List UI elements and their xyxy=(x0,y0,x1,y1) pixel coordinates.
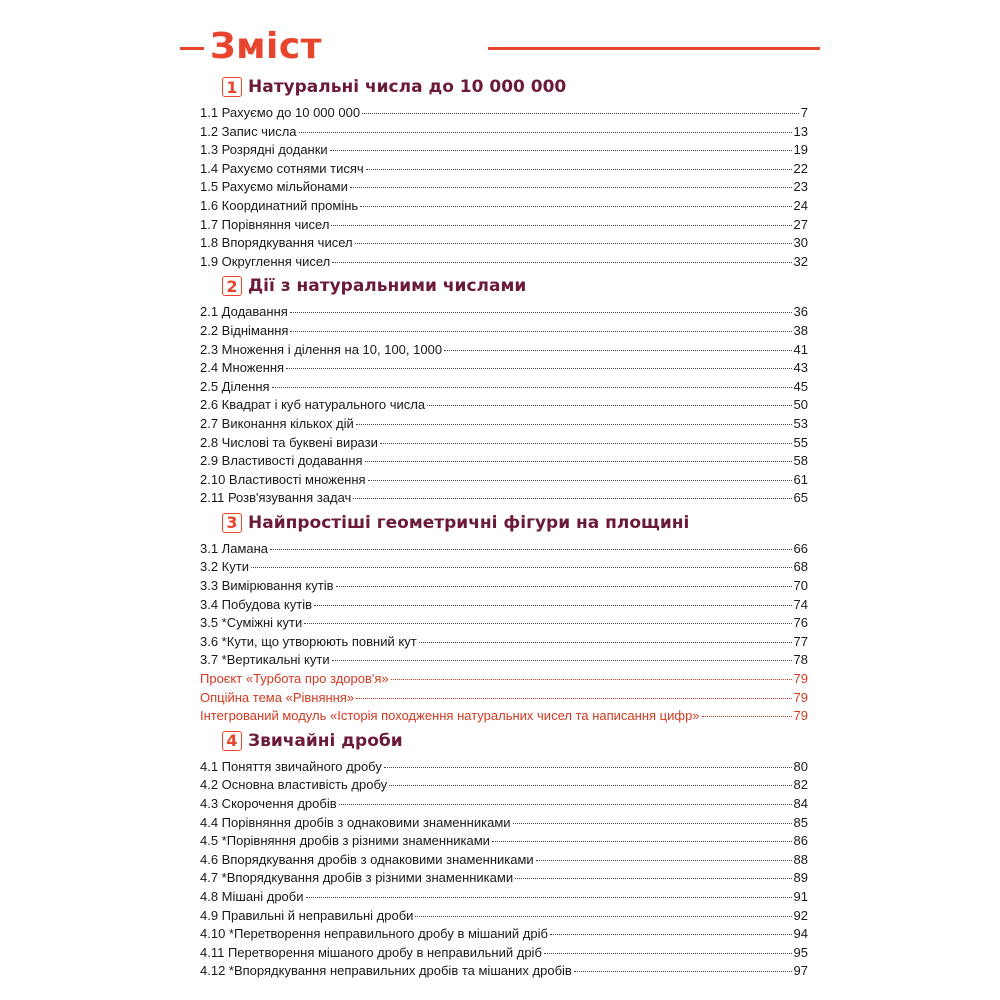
toc-entry[interactable] xyxy=(200,614,808,633)
toc-entry[interactable] xyxy=(200,907,808,926)
toc-entry[interactable] xyxy=(200,303,808,322)
toc-entry[interactable] xyxy=(200,489,808,508)
entry-label: 2.9 Властивості додавання xyxy=(200,453,363,469)
toc-entry[interactable] xyxy=(200,234,808,253)
dot-leader xyxy=(574,971,792,972)
entry-label: 1.8 Впорядкування чисел xyxy=(200,235,353,251)
entry-page-number: 23 xyxy=(793,179,808,195)
dot-leader xyxy=(251,567,792,568)
entry-label: 3.3 Вимірювання кутів xyxy=(200,578,334,594)
dot-leader xyxy=(272,387,792,388)
dot-leader xyxy=(550,934,792,935)
chapter-number-badge: 4 xyxy=(222,731,242,751)
toc-entry[interactable] xyxy=(200,814,808,833)
entry-page-number: 80 xyxy=(793,758,808,774)
dot-leader xyxy=(362,113,799,114)
entry-label: 2.1 Додавання xyxy=(200,304,288,320)
entry-label: 1.3 Розрядні доданки xyxy=(200,142,328,158)
dot-leader xyxy=(356,424,792,425)
entry-label: 3.7 *Вертикальні кути xyxy=(200,652,330,668)
chapter-heading[interactable] xyxy=(222,76,808,98)
entry-page-number: 94 xyxy=(793,926,808,942)
entry-label: 2.11 Розв'язування задач xyxy=(200,490,352,506)
dot-leader xyxy=(515,878,791,879)
entry-page-number: 92 xyxy=(793,907,808,923)
entry-label: 3.1 Ламана xyxy=(200,540,269,556)
entry-label: 1.4 Рахуємо сотнями тисяч xyxy=(200,160,364,176)
chapter-number-badge: 3 xyxy=(222,513,242,533)
toc-entry[interactable] xyxy=(200,160,808,179)
entry-page-number: 19 xyxy=(793,142,808,158)
toc-entry[interactable] xyxy=(200,633,808,652)
dot-leader xyxy=(368,480,792,481)
entry-page-number: 24 xyxy=(793,197,808,213)
dot-leader xyxy=(331,225,791,226)
entry-page-number: 77 xyxy=(793,633,808,649)
entry-label: Опційна тема «Рівняння» xyxy=(200,689,355,705)
entry-page-number: 66 xyxy=(793,540,808,556)
dot-leader xyxy=(356,698,791,699)
entry-page-number: 79 xyxy=(793,689,808,705)
entry-page-number: 13 xyxy=(793,123,808,139)
entry-label: 2.3 Множення і ділення на 10, 100, 1000 xyxy=(200,341,443,357)
entry-label: 2.10 Властивості множення xyxy=(200,471,366,487)
dot-leader xyxy=(380,443,792,444)
entry-page-number: 97 xyxy=(793,963,808,979)
entry-page-number: 7 xyxy=(800,105,808,120)
entry-label: 4.4 Порівняння дробів з однаковими знаменниками xyxy=(200,814,511,830)
toc-entry[interactable] xyxy=(200,178,808,197)
entry-page-number: 38 xyxy=(793,322,808,338)
entry-page-number: 65 xyxy=(793,490,808,506)
entry-label: Інтегрований модуль «Історія походження натуральних чисел та написання цифр» xyxy=(200,708,700,724)
header-rule-left xyxy=(180,47,204,50)
dot-leader xyxy=(299,132,792,133)
entry-label: 1.5 Рахуємо мільйонами xyxy=(200,179,348,195)
chapter-heading[interactable] xyxy=(222,275,808,297)
entry-label: 4.1 Поняття звичайного дробу xyxy=(200,758,382,774)
entry-label: 1.1 Рахуємо до 10 000 000 xyxy=(200,105,361,120)
toc-entry[interactable] xyxy=(200,123,808,142)
entry-label: 4.12 *Впорядкування неправильних дробів та мішаних дробів xyxy=(200,963,572,979)
entry-page-number: 45 xyxy=(793,378,808,394)
toc-entry[interactable] xyxy=(200,851,808,870)
chapter-title: Звичайні дроби xyxy=(248,730,403,751)
dot-leader xyxy=(339,804,792,805)
toc-entry[interactable] xyxy=(200,577,808,596)
toc-entry[interactable] xyxy=(200,415,808,434)
chapter-section xyxy=(200,76,808,271)
entry-page-number: 89 xyxy=(793,870,808,886)
dot-leader xyxy=(702,716,792,717)
chapter-heading[interactable] xyxy=(222,730,808,752)
dot-leader xyxy=(513,823,792,824)
dot-leader xyxy=(544,953,792,954)
toc-entry[interactable] xyxy=(200,471,808,490)
dot-leader xyxy=(330,150,792,151)
dot-leader xyxy=(332,262,791,263)
dot-leader xyxy=(314,605,792,606)
entry-label: 4.9 Правильні й неправильні дроби xyxy=(200,907,414,923)
chapter-number-badge: 2 xyxy=(222,276,242,296)
dot-leader xyxy=(444,350,791,351)
entry-label: 2.4 Множення xyxy=(200,360,285,376)
entry-page-number: 32 xyxy=(793,253,808,269)
entry-page-number: 74 xyxy=(793,596,808,612)
dot-leader xyxy=(332,660,792,661)
chapter-title: Найпростіші геометричні фігури на площині xyxy=(248,512,690,533)
entry-label: 2.8 Числові та буквені вирази xyxy=(200,434,378,450)
entry-page-number: 22 xyxy=(793,160,808,176)
entry-page-number: 79 xyxy=(793,671,808,687)
entry-label: 1.6 Координатний промінь xyxy=(200,197,359,213)
entry-label: 4.3 Скорочення дробів xyxy=(200,796,337,811)
chapter-heading[interactable] xyxy=(222,512,808,534)
chapter-section xyxy=(200,512,808,726)
chapter-section xyxy=(200,730,808,981)
dot-leader xyxy=(350,187,792,188)
entry-label: 3.5 *Суміжні кути xyxy=(200,615,303,631)
toc-entry[interactable] xyxy=(200,888,808,907)
toc-entry[interactable] xyxy=(200,197,808,216)
dot-leader xyxy=(536,860,792,861)
chapter-title: Дії з натуральними числами xyxy=(248,276,527,297)
entry-page-number: 68 xyxy=(793,559,808,575)
entry-label: Проєкт «Турбота про здоров'я» xyxy=(200,671,389,687)
entry-page-number: 43 xyxy=(793,360,808,376)
toc-entry[interactable] xyxy=(200,944,808,963)
toc-entry[interactable] xyxy=(200,322,808,341)
entry-page-number: 41 xyxy=(793,341,808,357)
chapter-number-badge: 1 xyxy=(222,77,242,97)
dot-leader xyxy=(306,897,792,898)
entry-label: 4.10 *Перетворення неправильного дробу в мішаний дріб xyxy=(200,926,548,942)
entry-label: 1.2 Запис числа xyxy=(200,123,297,139)
entry-label: 2.5 Ділення xyxy=(200,378,270,394)
toc-entry[interactable] xyxy=(200,832,808,851)
entry-page-number: 50 xyxy=(793,397,808,413)
toc-entry[interactable] xyxy=(200,141,808,160)
entry-page-number: 79 xyxy=(793,708,808,724)
toc-entry[interactable] xyxy=(200,359,808,378)
entry-page-number: 82 xyxy=(793,777,808,793)
entry-page-number: 85 xyxy=(793,814,808,830)
entry-label: 4.8 Мішані дроби xyxy=(200,888,304,904)
toc-entry[interactable] xyxy=(200,558,808,577)
toc-entry[interactable] xyxy=(200,795,808,814)
toc-entry[interactable] xyxy=(200,452,808,471)
toc-entry[interactable] xyxy=(200,962,808,981)
entry-page-number: 27 xyxy=(793,216,808,232)
dot-leader xyxy=(427,405,791,406)
dot-leader xyxy=(304,623,791,624)
toc-entry[interactable] xyxy=(200,869,808,888)
dot-leader xyxy=(384,767,792,768)
entry-page-number: 36 xyxy=(793,304,808,320)
toc-entry[interactable] xyxy=(200,216,808,235)
table-of-contents xyxy=(200,72,808,981)
chapter-title: Натуральні числа до 10 000 000 xyxy=(248,77,567,97)
dot-leader xyxy=(366,169,792,170)
entry-label: 4.2 Основна властивість дробу xyxy=(200,777,388,793)
entry-label: 3.6 *Кути, що утворюють повний кут xyxy=(200,633,417,649)
dot-leader xyxy=(391,679,792,680)
toc-entry[interactable] xyxy=(200,651,808,670)
toc-special-entry[interactable] xyxy=(200,689,808,708)
toc-special-entry[interactable] xyxy=(200,707,808,726)
dot-leader xyxy=(290,331,791,332)
header-rule-right xyxy=(488,47,820,50)
toc-entry[interactable] xyxy=(200,776,808,795)
entry-page-number: 30 xyxy=(793,235,808,251)
entry-page-number: 88 xyxy=(793,851,808,867)
dot-leader xyxy=(290,312,792,313)
dot-leader xyxy=(353,498,791,499)
dot-leader xyxy=(415,916,791,917)
dot-leader xyxy=(389,785,791,786)
toc-entry[interactable] xyxy=(200,104,808,123)
entry-label: 1.7 Порівняння чисел xyxy=(200,216,330,232)
dot-leader xyxy=(270,549,792,550)
entry-label: 3.4 Побудова кутів xyxy=(200,596,312,612)
toc-entry[interactable] xyxy=(200,253,808,272)
entry-page-number: 70 xyxy=(793,578,808,594)
entry-page-number: 84 xyxy=(793,796,808,811)
toc-entry[interactable] xyxy=(200,758,808,777)
entry-page-number: 95 xyxy=(793,944,808,960)
dot-leader xyxy=(365,461,792,462)
dot-leader xyxy=(360,206,791,207)
toc-entry[interactable] xyxy=(200,596,808,615)
entry-page-number: 76 xyxy=(793,615,808,631)
entry-page-number: 91 xyxy=(793,888,808,904)
entry-label: 4.5 *Порівняння дробів з різними знаменниками xyxy=(200,833,490,849)
toc-entry[interactable] xyxy=(200,925,808,944)
entry-page-number: 55 xyxy=(793,434,808,450)
entry-label: 4.7 *Впорядкування дробів з різними знаменниками xyxy=(200,870,514,886)
chapter-section xyxy=(200,275,808,508)
toc-entry[interactable] xyxy=(200,378,808,397)
dot-leader xyxy=(419,642,792,643)
entry-page-number: 61 xyxy=(793,471,808,487)
entry-page-number: 53 xyxy=(793,415,808,431)
toc-special-entry[interactable] xyxy=(200,670,808,689)
entry-label: 2.7 Виконання кількох дій xyxy=(200,415,354,431)
toc-entry[interactable] xyxy=(200,434,808,453)
toc-entry[interactable] xyxy=(200,540,808,559)
entry-page-number: 86 xyxy=(793,833,808,849)
dot-leader xyxy=(355,243,792,244)
toc-entry[interactable] xyxy=(200,396,808,415)
entry-label: 2.6 Квадрат і куб натурального числа xyxy=(200,397,426,413)
entry-page-number: 58 xyxy=(793,453,808,469)
dot-leader xyxy=(492,841,792,842)
dot-leader xyxy=(336,586,792,587)
entry-label: 3.2 Кути xyxy=(200,559,249,575)
entry-label: 1.9 Округлення чисел xyxy=(200,253,331,269)
page-header xyxy=(180,26,820,72)
entry-label: 4.11 Перетворення мішаного дробу в неправильний дріб xyxy=(200,944,542,960)
toc-entry[interactable] xyxy=(200,341,808,360)
entry-page-number: 78 xyxy=(793,652,808,668)
dot-leader xyxy=(286,368,791,369)
page-title: Зміст xyxy=(210,26,323,67)
entry-label: 4.6 Впорядкування дробів з однаковими знаменниками xyxy=(200,851,534,867)
entry-label: 2.2 Віднімання xyxy=(200,322,289,338)
